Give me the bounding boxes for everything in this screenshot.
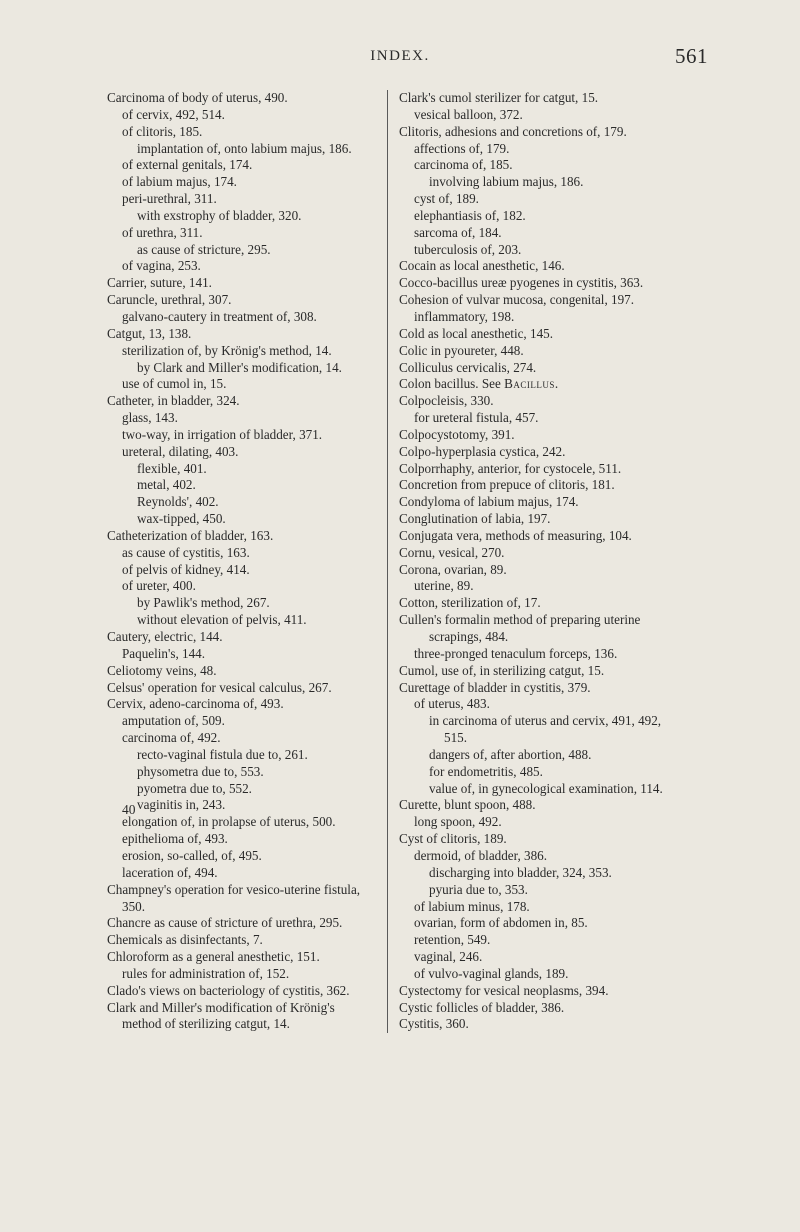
index-entry: [388, 157, 706, 174]
index-entry-text: amputation of, 509.: [122, 713, 225, 729]
index-entry-text: Celiotomy veins, 48.: [107, 662, 217, 678]
index-entry: [107, 90, 381, 107]
index-entry-text: Carrier, suture, 141.: [107, 275, 212, 291]
index-entry: [388, 141, 706, 158]
index-entry-text: Cullen's formalin method of preparing uterine: [399, 612, 641, 628]
index-entry: [107, 242, 381, 259]
index-entry-text: Clark's cumol sterilizer for catgut, 15.: [399, 90, 599, 105]
index-entry: [107, 511, 381, 528]
index-entry: [107, 663, 381, 680]
index-entry: [388, 444, 706, 461]
index-entry-text: Clado's views on bacteriology of cystitis, 362.: [107, 982, 350, 998]
index-entry: [107, 915, 381, 932]
index-entry-text: Colliculus cervicalis, 274.: [399, 359, 537, 375]
index-entry-text: Reynolds', 402.: [137, 494, 219, 510]
index-entry-text: of external genitals, 174.: [122, 157, 253, 173]
index-entry: [107, 1000, 381, 1017]
index-entry: [388, 797, 706, 814]
index-entry-text: elongation of, in prolapse of uterus, 500.: [122, 814, 336, 830]
index-entry: [107, 730, 381, 747]
index-entry-text: Colporrhaphy, anterior, for cystocele, 511.: [399, 460, 622, 476]
index-entry: [107, 713, 381, 730]
index-entry: [388, 545, 706, 562]
index-entry: [107, 124, 381, 141]
index-entry: [388, 343, 706, 360]
signature-mark: 40: [122, 802, 136, 817]
index-entry-text: galvano-cautery in treatment of, 308.: [122, 308, 317, 324]
index-entry-text: by Pawlik's method, 267.: [137, 595, 270, 611]
index-entry: [107, 764, 381, 781]
index-entry-text: epithelioma of, 493.: [122, 831, 228, 847]
index-entry-text: Curettage of bladder in cystitis, 379.: [399, 679, 591, 695]
index-entry-text: Cystectomy for vesical neoplasms, 394.: [399, 982, 609, 998]
index-entry: [107, 831, 381, 848]
index-entry: [388, 966, 706, 983]
index-entry: [388, 90, 706, 107]
index-entry: [107, 141, 381, 158]
index-entry-text: long spoon, 492.: [414, 814, 502, 830]
index-entry-text: Paquelin's, 144.: [122, 645, 206, 661]
index-entry: [388, 646, 706, 663]
index-entry-text: of urethra, 311.: [122, 224, 203, 240]
index-entry-text: vaginitis in, 243.: [137, 797, 226, 813]
index-entry: [388, 258, 706, 275]
index-entry: [388, 680, 706, 697]
index-entry-text: Curette, blunt spoon, 488.: [399, 797, 536, 813]
index-entry-text: dangers of, after abortion, 488.: [429, 746, 592, 762]
index-entry-text: for endometritis, 485.: [429, 763, 543, 779]
index-entry: [388, 764, 706, 781]
index-entry-text: pyometra due to, 552.: [137, 780, 252, 796]
index-entry: [107, 191, 381, 208]
index-entry-text: affections of, 179.: [414, 140, 510, 156]
index-column-left: [107, 90, 381, 1033]
index-entry: [107, 275, 381, 292]
index-entry: [388, 376, 706, 393]
index-entry: [107, 680, 381, 697]
index-entry-text: physometra due to, 553.: [137, 763, 264, 779]
index-entry-text: flexible, 401.: [137, 460, 207, 476]
index-entry-text: of labium majus, 174.: [122, 174, 237, 190]
index-entry-text: of labium minus, 178.: [414, 898, 530, 914]
index-entry-text: Condyloma of labium majus, 174.: [399, 494, 579, 510]
index-entry: [107, 545, 381, 562]
index-entry: [107, 747, 381, 764]
index-entry: [388, 360, 706, 377]
index-entry: [388, 747, 706, 764]
index-entry-text: of uterus, 483.: [414, 696, 490, 712]
index-entry: [388, 511, 706, 528]
index-entry-text: Cervix, adeno-carcinoma of, 493.: [107, 696, 284, 712]
index-entry-text: elephantiasis of, 182.: [414, 207, 526, 223]
index-entry-text: two-way, in irrigation of bladder, 371.: [122, 426, 323, 442]
index-entry: [107, 107, 381, 124]
index-entry: [107, 157, 381, 174]
index-entry: [107, 612, 381, 629]
index-entry: [388, 865, 706, 882]
index-entry-text: of clitoris, 185.: [122, 123, 203, 139]
index-entry-text: 350.: [122, 898, 145, 914]
index-entry: [388, 242, 706, 259]
index-entry-text: Clitoris, adhesions and concretions of, 179.: [399, 123, 627, 139]
index-entry-text: Colon bacillus. See: [399, 376, 505, 392]
index-entry: [107, 528, 381, 545]
index-entry-text: Cohesion of vulvar mucosa, congenital, 197.: [399, 292, 635, 308]
index-entry: [107, 326, 381, 343]
index-entry: [107, 258, 381, 275]
index-entry-text: rules for administration of, 152.: [122, 965, 290, 981]
index-entry: [388, 612, 706, 629]
index-entry: [107, 225, 381, 242]
index-entry: [388, 629, 706, 646]
index-entry: [107, 376, 381, 393]
index-entry: [388, 781, 706, 798]
index-entry: [107, 292, 381, 309]
index-entry-text: Cold as local anesthetic, 145.: [399, 325, 553, 341]
index-entry: [388, 410, 706, 427]
index-entry-text: retention, 549.: [414, 932, 491, 948]
index-entry: [388, 663, 706, 680]
index-entry: [388, 848, 706, 865]
index-entry-text: pyuria due to, 353.: [429, 881, 528, 897]
index-entry-text: by Clark and Miller's modification, 14.: [137, 359, 342, 375]
index-entry: [388, 932, 706, 949]
index-entry-text: value of, in gynecological examination, 114.: [429, 780, 663, 796]
index-entry-text: of pelvis of kidney, 414.: [122, 561, 250, 577]
index-entry-text: of vagina, 253.: [122, 258, 201, 274]
index-entry-text: Cocain as local anesthetic, 146.: [399, 258, 565, 274]
index-entry-text: Clark and Miller's modification of Krönig's: [107, 999, 335, 1015]
index-entry: [388, 393, 706, 410]
index-entry-text: Colpocystotomy, 391.: [399, 426, 515, 442]
index-entry-text: recto-vaginal fistula due to, 261.: [137, 746, 308, 762]
index-entry: [107, 781, 381, 798]
index-entry-text: Conjugata vera, methods of measuring, 104.: [399, 527, 632, 543]
index-entry-text: Concretion from prepuce of clitoris, 181.: [399, 477, 615, 493]
index-entry: [388, 730, 706, 747]
index-entry-text: Chloroform as a general anesthetic, 151.: [107, 949, 320, 965]
index-entry: [388, 174, 706, 191]
index-entry: [107, 208, 381, 225]
index-entry-text: dermoid, of bladder, 386.: [414, 847, 548, 863]
index-entry-text: laceration of, 494.: [122, 864, 218, 880]
index-entry: [388, 208, 706, 225]
index-entry: [107, 494, 381, 511]
index-entry-text: Catgut, 13, 138.: [107, 325, 192, 341]
index-entry-text: carcinoma of, 492.: [122, 730, 221, 746]
index-entry: [388, 292, 706, 309]
index-entry: [107, 578, 381, 595]
index-entry-text: involving labium majus, 186.: [429, 174, 584, 190]
index-entry: [388, 578, 706, 595]
index-entry-text: erosion, so-called, of, 495.: [122, 847, 262, 863]
index-entry-text: cyst of, 189.: [414, 191, 479, 207]
index-entry: [107, 949, 381, 966]
index-entry-text: Conglutination of labia, 197.: [399, 511, 551, 527]
index-entry: [107, 882, 381, 899]
index-entry: [388, 713, 706, 730]
index-entry-text: uterine, 89.: [414, 578, 474, 594]
index-entry: [107, 461, 381, 478]
index-entry: [388, 124, 706, 141]
index-entry: [107, 983, 381, 1000]
index-entry-text: use of cumol in, 15.: [122, 376, 227, 392]
index-entry-text: Cotton, sterilization of, 17.: [399, 595, 541, 611]
index-entry-text: 515.: [444, 730, 467, 746]
index-entry: [388, 1016, 706, 1033]
index-entry-text: Cystic follicles of bladder, 386.: [399, 999, 565, 1015]
index-entry: [107, 696, 381, 713]
index-entry-text: Colpocleisis, 330.: [399, 393, 494, 409]
index-entry-text: wax-tipped, 450.: [137, 511, 226, 527]
index-entry: [107, 309, 381, 326]
index-entry-text: Cumol, use of, in sterilizing catgut, 15.: [399, 662, 605, 678]
index-entry-text: Cyst of clitoris, 189.: [399, 831, 507, 847]
index-entry-text: carcinoma of, 185.: [414, 157, 513, 173]
cross-reference: Bacillus.: [504, 376, 559, 392]
page-number: 561: [675, 44, 708, 68]
index-entry: [107, 814, 381, 831]
index-entry-text: of ureter, 400.: [122, 578, 196, 594]
index-entry: [388, 831, 706, 848]
index-entry-text: sarcoma of, 184.: [414, 224, 502, 240]
index-entry: [107, 343, 381, 360]
index-entry-text: Cocco-bacillus ureæ pyogenes in cystitis, 363.: [399, 275, 644, 291]
index-entry-text: as cause of stricture, 295.: [137, 241, 271, 257]
index-entry: [388, 427, 706, 444]
index-entry-text: scrapings, 484.: [429, 629, 509, 644]
index-entry: [388, 461, 706, 478]
index-entry-text: Catheter, in bladder, 324.: [107, 393, 240, 409]
index-entry-text: three-pronged tenaculum forceps, 136.: [414, 645, 618, 661]
index-entry-text: Colic in pyoureter, 448.: [399, 342, 524, 358]
index-entry: [107, 360, 381, 377]
index-entry: [107, 966, 381, 983]
index-entry: [388, 915, 706, 932]
index-entry-text: implantation of, onto labium majus, 186.: [137, 140, 352, 156]
index-column-right: [387, 90, 706, 1033]
index-entry-text: Colpo-hyperplasia cystica, 242.: [399, 443, 566, 459]
index-entry: [388, 814, 706, 831]
index-entry: [388, 949, 706, 966]
index-entry: [107, 410, 381, 427]
index-entry-text: vaginal, 246.: [414, 949, 483, 965]
index-entry: [388, 309, 706, 326]
index-entry: [107, 562, 381, 579]
index-entry-text: ovarian, form of abdomen in, 85.: [414, 915, 588, 931]
index-entry-text: of cervix, 492, 514.: [122, 106, 225, 122]
index-entry: [107, 865, 381, 882]
running-head: INDEX.: [370, 48, 430, 64]
index-entry-text: tuberculosis of, 203.: [414, 241, 522, 257]
index-entry-text: method of sterilizing catgut, 14.: [122, 1016, 290, 1032]
index-entry: [388, 477, 706, 494]
index-entry: [107, 427, 381, 444]
index-entry: [107, 932, 381, 949]
index-entry-text: as cause of cystitis, 163.: [122, 544, 250, 560]
index-entry: [107, 174, 381, 191]
index-entry-text: in carcinoma of uterus and cervix, 491, 492,: [429, 713, 662, 729]
index-entry: [107, 444, 381, 461]
index-entry-text: for ureteral fistula, 457.: [414, 410, 539, 426]
index-entry-text: peri-urethral, 311.: [122, 191, 217, 207]
index-entry: [388, 528, 706, 545]
index-entry-text: Cautery, electric, 144.: [107, 629, 223, 644]
index-entry-text: Caruncle, urethral, 307.: [107, 292, 232, 308]
index-entry: [388, 899, 706, 916]
index-entry: [388, 494, 706, 511]
index-entry: [388, 882, 706, 899]
index-entry-text: Champney's operation for vesico-uterine fistula,: [107, 881, 361, 897]
index-entry-text: Corona, ovarian, 89.: [399, 561, 507, 577]
index-entry-text: sterilization of, by Krönig's method, 14.: [122, 342, 332, 358]
page-header: [0, 44, 800, 72]
index-entry-text: vesical balloon, 372.: [414, 106, 523, 122]
index-entry: [107, 899, 381, 916]
index-entry: [388, 1000, 706, 1017]
index-entry: [388, 696, 706, 713]
index-entry-text: Carcinoma of body of uterus, 490.: [107, 90, 288, 105]
index-entry: [388, 562, 706, 579]
index-entry-text: of vulvo-vaginal glands, 189.: [414, 965, 569, 981]
index-entry: [107, 477, 381, 494]
index-entry: [107, 595, 381, 612]
index-entry: [388, 191, 706, 208]
index-entry-text: Chancre as cause of stricture of urethra, 295.: [107, 915, 343, 931]
index-entry: [388, 983, 706, 1000]
index-entry-text: Cornu, vesical, 270.: [399, 544, 505, 560]
index-entry-text: inflammatory, 198.: [414, 308, 515, 324]
index-entry-text: discharging into bladder, 324, 353.: [429, 864, 612, 880]
index-entry: [388, 225, 706, 242]
index-entry-text: Cystitis, 360.: [399, 1016, 469, 1032]
index-entry-text: Celsus' operation for vesical calculus, 267.: [107, 679, 332, 695]
index-entry-text: without elevation of pelvis, 411.: [137, 612, 307, 628]
index-entry: [388, 595, 706, 612]
index-entry-text: metal, 402.: [137, 477, 196, 493]
index-entry: [107, 797, 381, 814]
index-entry: [107, 629, 381, 646]
index-entry-text: ureteral, dilating, 403.: [122, 443, 239, 459]
index-entry: [107, 646, 381, 663]
index-entry-text: Catheterization of bladder, 163.: [107, 527, 274, 543]
index-entry: [388, 275, 706, 292]
index-entry: [107, 848, 381, 865]
index-entry-text: with exstrophy of bladder, 320.: [137, 207, 302, 223]
index-entry-text: glass, 143.: [122, 410, 178, 426]
index-entry: [107, 1016, 381, 1033]
index-entry: [107, 393, 381, 410]
index-entry: [388, 326, 706, 343]
index-entry: [388, 107, 706, 124]
index-entry-text: Chemicals as disinfectants, 7.: [107, 932, 263, 948]
